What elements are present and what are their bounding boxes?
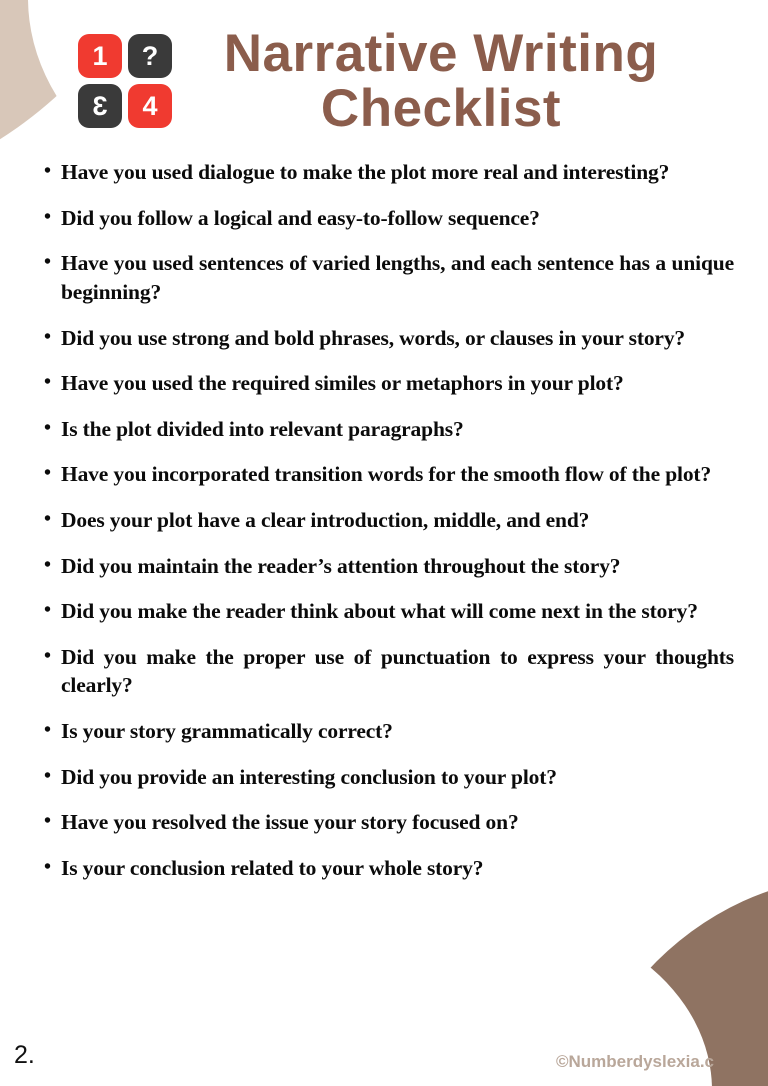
- checklist-item[interactable]: [44, 808, 734, 837]
- checklist-item-label: Does your plot have a clear introduction, middle, and end?: [61, 507, 590, 532]
- bullet-icon: •: [44, 371, 52, 394]
- checklist-item[interactable]: [44, 552, 734, 581]
- bullet-icon: •: [44, 325, 52, 348]
- checklist-item-label: Have you resolved the issue your story focused on?: [61, 810, 519, 835]
- checklist-item[interactable]: [44, 717, 734, 746]
- checklist-item[interactable]: [44, 249, 734, 306]
- page-title: [178, 24, 738, 139]
- checklist-item-label: Is your story grammatically correct?: [61, 718, 393, 743]
- checklist-item[interactable]: [44, 597, 734, 626]
- bullet-icon: •: [44, 160, 52, 183]
- checklist-item[interactable]: [44, 460, 734, 489]
- bullet-icon: •: [44, 507, 52, 530]
- logo-tile-4: 4: [128, 84, 172, 128]
- checklist-item[interactable]: [44, 324, 734, 353]
- checklist-item-label: Did you follow a logical and easy-to-follow sequence?: [61, 205, 540, 230]
- checklist-item[interactable]: [44, 506, 734, 535]
- checklist-item-label: Did you maintain the reader’s attention throughout the story?: [61, 553, 621, 578]
- logo-tile-3: 3: [78, 84, 122, 128]
- logo-tile-2: ?: [128, 34, 172, 78]
- checklist-item-label: Did you provide an interesting conclusion to your plot?: [61, 764, 557, 789]
- brand-logo: [78, 34, 172, 128]
- checklist-item-label: Have you used sentences of varied lengths, and each sentence has a unique beginning?: [61, 251, 734, 304]
- bullet-icon: •: [44, 416, 52, 439]
- page-number: 2.: [14, 1041, 35, 1069]
- bullet-icon: •: [44, 764, 52, 787]
- checklist-item-label: Did you make the proper use of punctuation to express your thoughts clearly?: [61, 644, 734, 698]
- page-title-line-1: Narrative Writing: [223, 24, 659, 83]
- bullet-icon: •: [44, 553, 52, 576]
- checklist-item[interactable]: [44, 643, 734, 700]
- bullet-icon: •: [44, 810, 52, 833]
- checklist-item[interactable]: [44, 204, 734, 233]
- bullet-icon: •: [44, 205, 52, 228]
- checklist-item[interactable]: [44, 854, 734, 883]
- checklist-item-label: Have you used dialogue to make the plot more real and interesting?: [61, 160, 670, 185]
- bullet-icon: •: [44, 462, 52, 485]
- checklist-item[interactable]: [44, 763, 734, 792]
- checklist-item-label: Have you used the required similes or metaphors in your plot?: [61, 371, 624, 396]
- watermark: ©Numberdyslexia.c: [555, 1052, 714, 1071]
- checklist: [44, 158, 734, 882]
- bullet-icon: •: [44, 718, 52, 741]
- checklist-item[interactable]: [44, 415, 734, 444]
- bullet-icon: •: [44, 251, 52, 274]
- checklist-item-label: Is the plot divided into relevant paragraphs?: [61, 416, 464, 441]
- checklist-item-label: Have you incorporated transition words for the smooth flow of the plot?: [61, 462, 712, 487]
- bullet-icon: •: [44, 599, 52, 622]
- bullet-icon: •: [44, 644, 52, 667]
- checklist-item-label: Did you make the reader think about what will come next in the story?: [61, 599, 698, 624]
- checklist-item[interactable]: [44, 369, 734, 398]
- bullet-icon: •: [44, 855, 52, 878]
- logo-tile-1: 1: [78, 34, 122, 78]
- page-header: [0, 0, 768, 139]
- checklist-item-label: Is your conclusion related to your whole story?: [61, 855, 484, 880]
- page-title-line-2: Checklist: [320, 79, 562, 139]
- checklist-item[interactable]: [44, 158, 734, 187]
- checklist-item-label: Did you use strong and bold phrases, words, or clauses in your story?: [61, 325, 686, 350]
